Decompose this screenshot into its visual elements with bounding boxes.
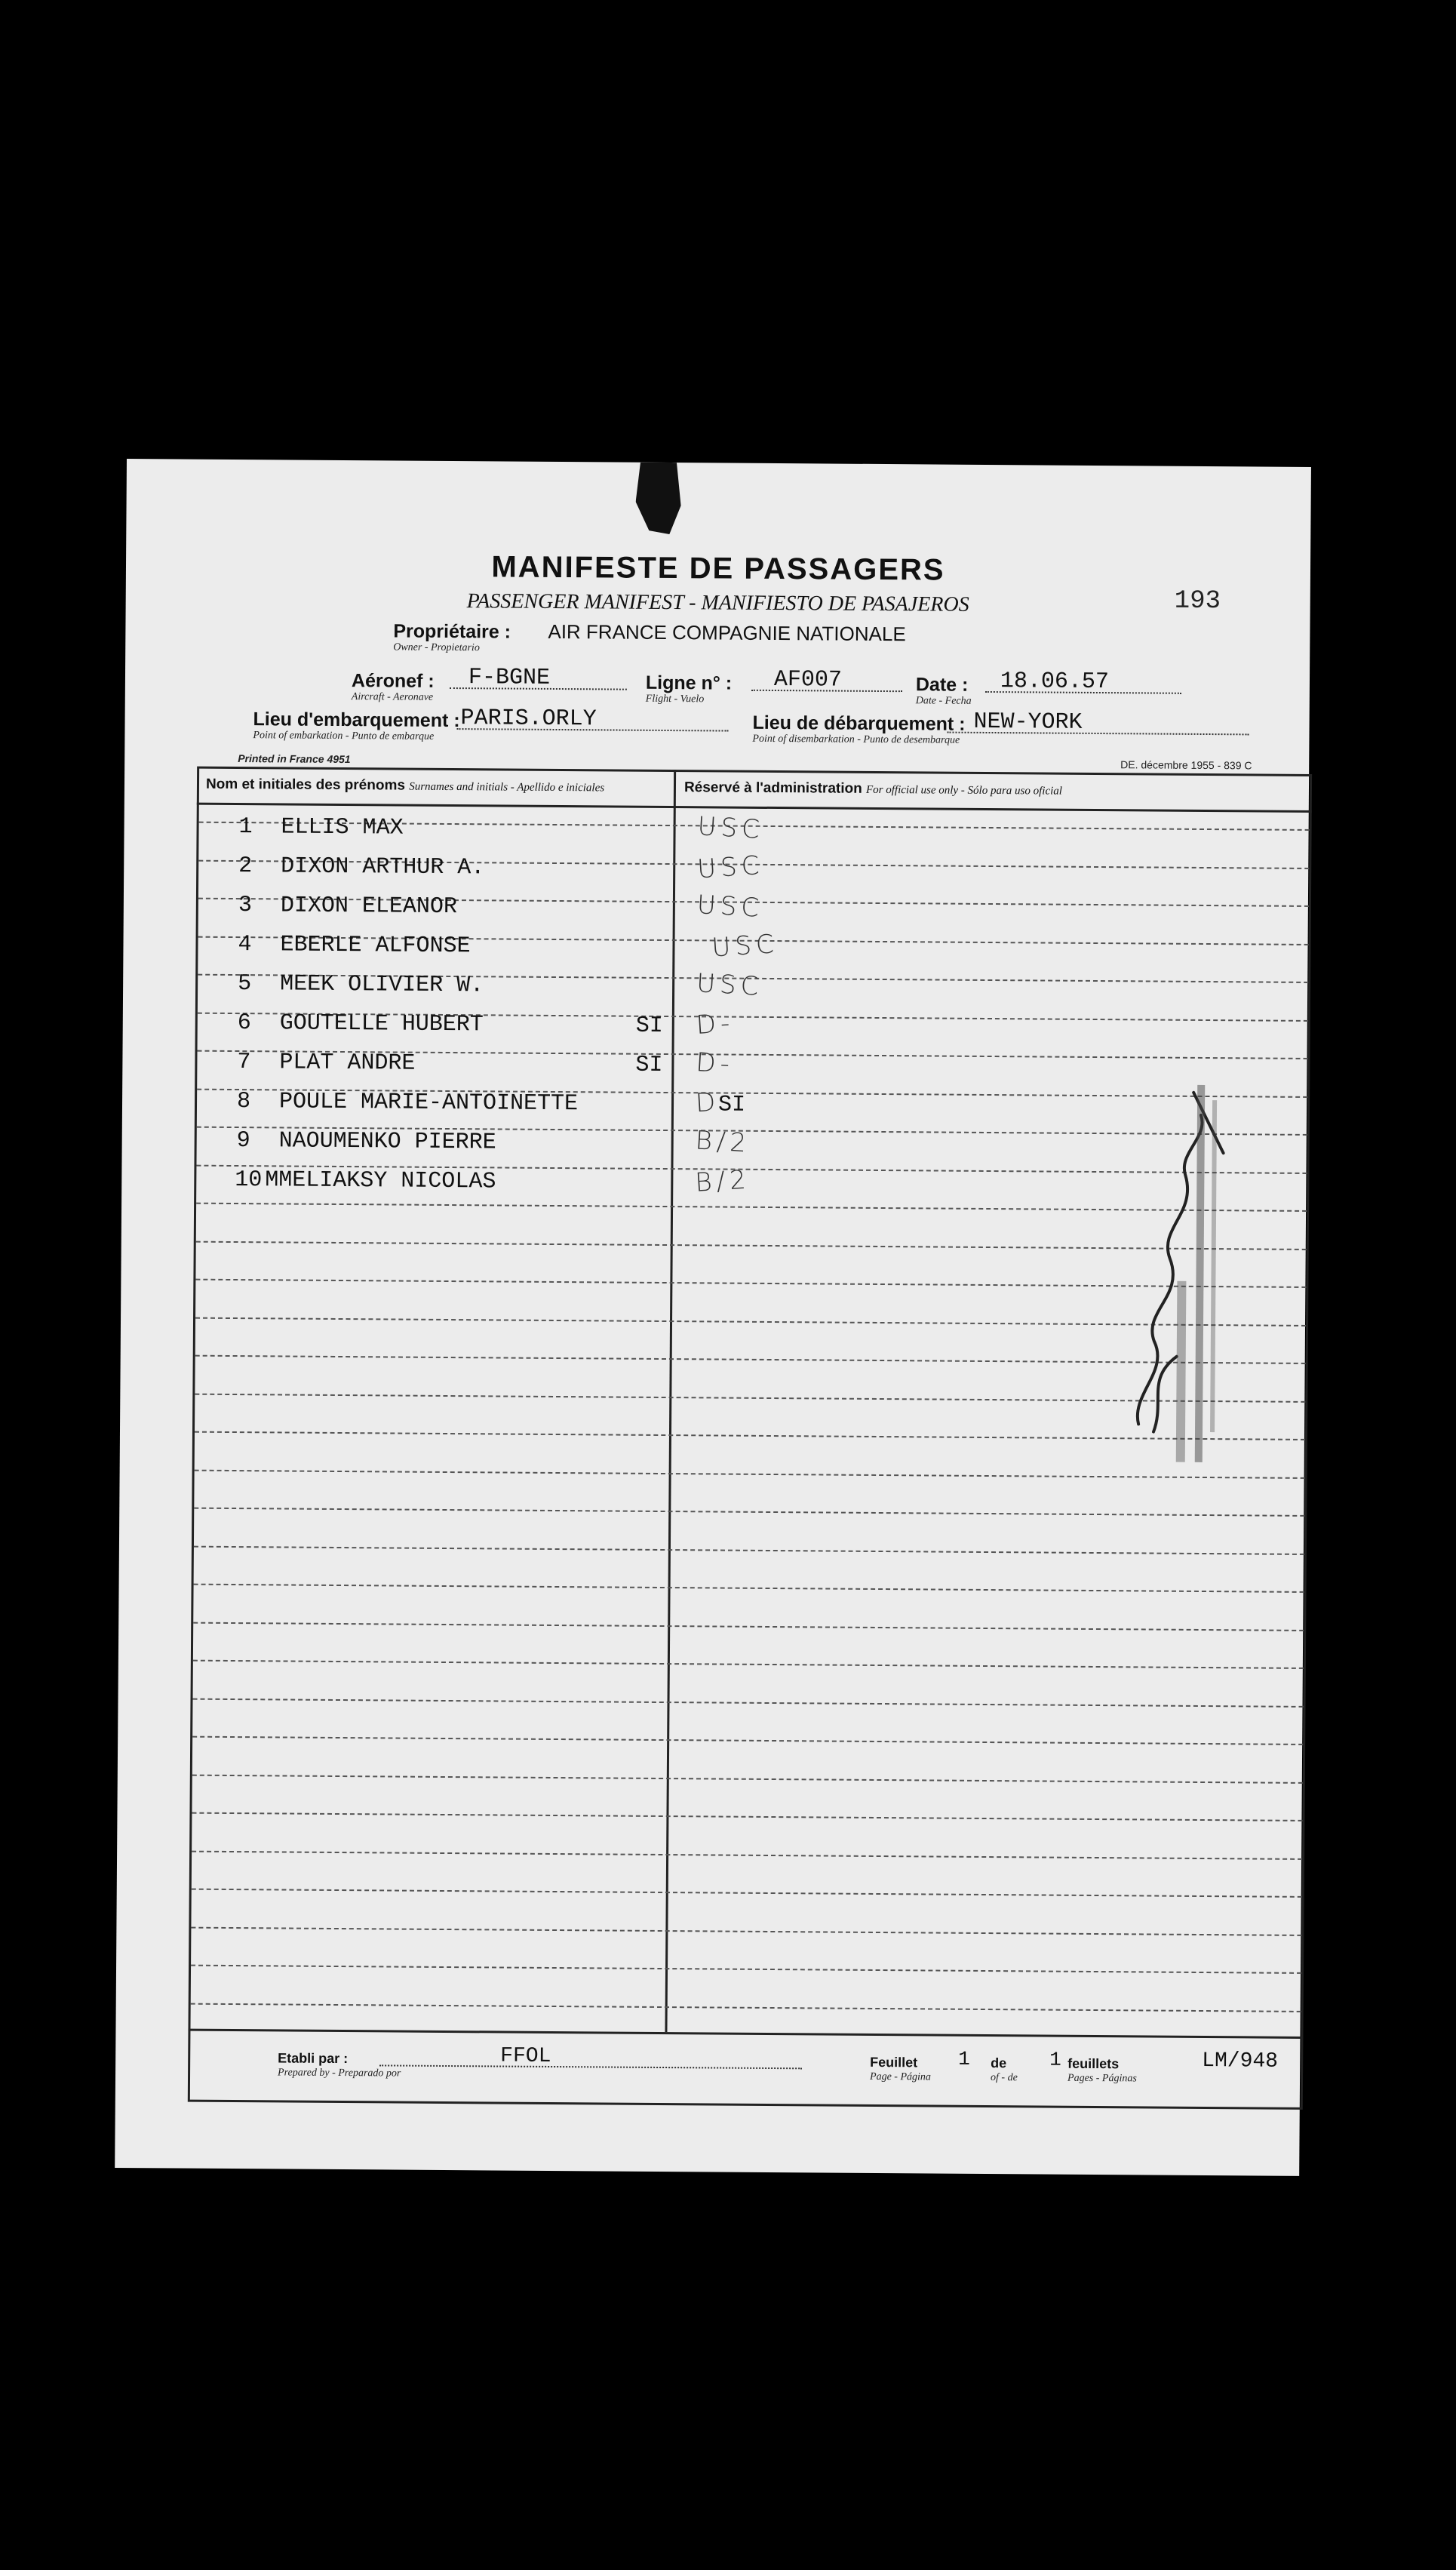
passenger-note: SI [635, 1013, 663, 1039]
flight-value: AF007 [773, 666, 843, 693]
names-column-label: Nom et initiales des prénoms [205, 776, 406, 794]
passenger-number: 4 [238, 932, 252, 958]
admin-mark: D- [695, 1007, 736, 1041]
aircraft-value: F-BGNE [468, 665, 551, 691]
names-column-header [206, 776, 604, 796]
passenger-name: MMELIAKSY NICOLAS [265, 1167, 496, 1195]
pages-label: feuillets [1067, 2055, 1120, 2072]
of-label: de [991, 2055, 1007, 2071]
prepared-label: Etabli par : [278, 2050, 349, 2067]
admin-mark: USC [696, 850, 765, 885]
embark-sublabel: Point of embarkation - Punto de embarque [253, 730, 435, 742]
page-sublabel: Page - Página [870, 2070, 931, 2083]
official-stamp-signature [1123, 1069, 1239, 1462]
passenger-number: 5 [238, 971, 252, 998]
aircraft-sublabel: Aircraft - Aeronave [351, 691, 434, 703]
table-rows [127, 459, 1311, 467]
passenger-name: NAOUMENKO PIERRE [278, 1128, 496, 1156]
admin-mark: B/2 [694, 1125, 752, 1159]
admin-mark: B/2 [694, 1164, 751, 1198]
passenger-number: 7 [237, 1050, 251, 1076]
prepared-value: FFOL [500, 2044, 551, 2068]
owner-value: AIR FRANCE COMPAGNIE NATIONALE [548, 619, 906, 646]
passenger-name: PLAT ANDRE [279, 1050, 416, 1077]
admin-mark: USC [696, 811, 765, 846]
passenger-number: 1 [238, 814, 253, 841]
page-number: 193 [1174, 586, 1221, 616]
aircraft-label: Aéronef : [351, 670, 435, 692]
document-subtitle: PASSENGER MANIFEST - MANIFIESTO DE PASAJEROS [466, 589, 969, 616]
passenger-name: MEEK OLIVIER W. [280, 971, 484, 999]
prepared-sublabel: Prepared by - Preparado por [278, 2067, 401, 2080]
passenger-name: GOUTELLE HUBERT [279, 1010, 484, 1038]
tape-mark [635, 463, 681, 534]
of-value: 1 [1049, 2048, 1061, 2071]
passenger-number: 8 [236, 1089, 251, 1115]
admin-column-sublabel: For official use only - Sólo para uso oficial [865, 783, 1063, 798]
document-title: MANIFESTE DE PASSAGERS [491, 550, 945, 587]
flight-label: Ligne n° : [645, 672, 733, 694]
of-sublabel: of - de [990, 2072, 1018, 2084]
admin-mark: D [694, 1087, 721, 1119]
admin-column-header [684, 779, 1062, 798]
disembark-value: NEW-YORK [973, 709, 1083, 736]
passenger-number: 10 [235, 1167, 263, 1194]
flight-sublabel: Flight - Vuelo [645, 693, 705, 706]
admin-mark: USC [696, 890, 765, 924]
reference-value: LM/948 [1202, 2049, 1279, 2074]
names-column-sublabel: Surnames and initials - Apellido e iniciales [409, 780, 605, 795]
date-sublabel: Date - Fecha [915, 695, 972, 707]
passenger-note: SI [717, 1092, 746, 1118]
disembark-sublabel: Point of disembarkation - Punto de desembarque [752, 733, 960, 746]
pages-sublabel: Pages - Páginas [1067, 2072, 1137, 2085]
embark-label: Lieu d'embarquement : [253, 709, 460, 732]
embark-value: PARIS.ORLY [460, 706, 597, 733]
passenger-name: POULE MARIE-ANTOINETTE [278, 1089, 579, 1117]
passenger-number: 3 [238, 893, 253, 919]
admin-mark: USC [711, 929, 779, 964]
form-reference: DE. décembre 1955 - 839 C [1120, 758, 1252, 772]
printed-note: Printed in France 4951 [238, 752, 351, 766]
passenger-number: 9 [236, 1128, 250, 1154]
passenger-number: 6 [237, 1010, 251, 1037]
page-value: 1 [958, 2047, 970, 2070]
date-label: Date : [915, 674, 969, 696]
admin-column-label: Réservé à l'administration [683, 779, 862, 797]
passenger-name: DIXON ELEANOR [280, 893, 458, 921]
passenger-number: 2 [238, 853, 253, 880]
page-label: Feuillet [870, 2054, 918, 2070]
admin-mark: USC [696, 968, 764, 1003]
manifest-sheet [115, 459, 1311, 2176]
date-value: 18.06.57 [1000, 669, 1110, 696]
passenger-name: ELLIS MAX [281, 814, 404, 841]
passenger-note: SI [635, 1052, 663, 1078]
owner-label: Propriétaire : [393, 620, 511, 643]
owner-sublabel: Owner - Propietario [393, 641, 480, 654]
passenger-name: DIXON ARTHUR A. [281, 853, 485, 881]
passenger-name: EBERLE ALFONSE [280, 932, 471, 960]
disembark-label: Lieu de débarquement : [752, 712, 966, 735]
admin-mark: D- [695, 1047, 736, 1080]
